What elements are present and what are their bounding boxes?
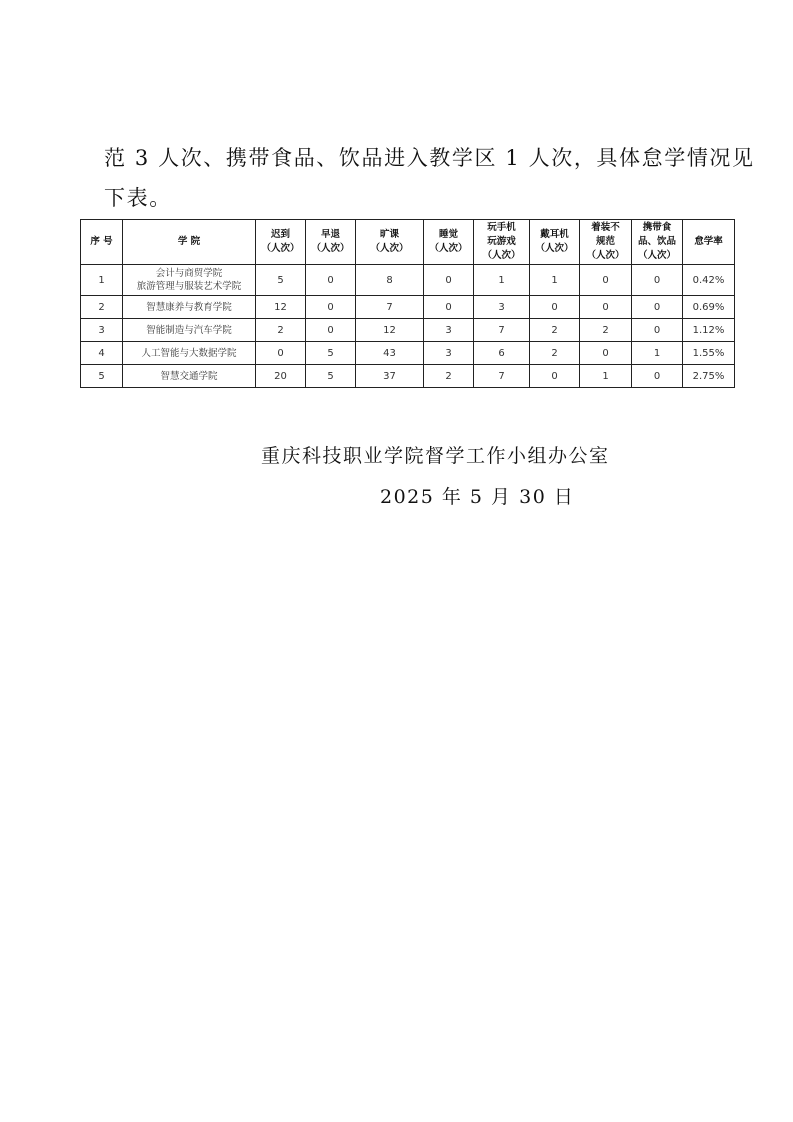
- cell-college: 智能制造与汽车学院: [123, 319, 256, 342]
- cell-absent: 43: [356, 342, 424, 365]
- cell-late: 0: [256, 342, 306, 365]
- cell-no: 2: [81, 296, 123, 319]
- cell-absent: 8: [356, 265, 424, 296]
- cell-college: 人工智能与大数据学院: [123, 342, 256, 365]
- cell-college: 智慧康养与教育学院: [123, 296, 256, 319]
- cell-food: 0: [632, 296, 683, 319]
- cell-early: 0: [306, 265, 356, 296]
- cell-late: 20: [256, 365, 306, 388]
- cell-rate: 0.69%: [683, 296, 735, 319]
- cell-phone: 7: [474, 365, 530, 388]
- cell-sleep: 0: [424, 265, 474, 296]
- table-row: [81, 365, 735, 388]
- cell-early: 0: [306, 296, 356, 319]
- cell-early: 5: [306, 365, 356, 388]
- cell-no: 1: [81, 265, 123, 296]
- header-no: 序 号: [81, 220, 123, 265]
- cell-dress: 1: [580, 365, 632, 388]
- cell-earphone: 2: [530, 319, 580, 342]
- cell-college: 智慧交通学院: [123, 365, 256, 388]
- table-header-row: [81, 220, 735, 265]
- paragraph-line-1: 范 3 人次、携带食品、饮品进入教学区 1 人次，具体怠学情况见: [104, 146, 755, 170]
- cell-no: 4: [81, 342, 123, 365]
- cell-absent: 12: [356, 319, 424, 342]
- cell-phone: 1: [474, 265, 530, 296]
- header-college: 学 院: [123, 220, 256, 265]
- table-row: [81, 319, 735, 342]
- cell-sleep: 3: [424, 319, 474, 342]
- cell-absent: 7: [356, 296, 424, 319]
- cell-no: 5: [81, 365, 123, 388]
- cell-food: 0: [632, 265, 683, 296]
- cell-rate: 1.12%: [683, 319, 735, 342]
- cell-food: 0: [632, 365, 683, 388]
- table-row: [81, 296, 735, 319]
- header-early: 早退 （人次）: [306, 220, 356, 265]
- cell-dress: 0: [580, 265, 632, 296]
- cell-early: 5: [306, 342, 356, 365]
- cell-no: 3: [81, 319, 123, 342]
- cell-earphone: 0: [530, 296, 580, 319]
- header-phone: 玩手机 玩游戏 （人次）: [474, 220, 530, 265]
- header-late: 迟到 （人次）: [256, 220, 306, 265]
- cell-food: 1: [632, 342, 683, 365]
- cell-college: 会计与商贸学院 旅游管理与服装艺术学院: [123, 265, 256, 296]
- cell-rate: 1.55%: [683, 342, 735, 365]
- cell-earphone: 2: [530, 342, 580, 365]
- header-rate: 怠学率: [683, 220, 735, 265]
- cell-food: 0: [632, 319, 683, 342]
- cell-sleep: 3: [424, 342, 474, 365]
- cell-sleep: 0: [424, 296, 474, 319]
- header-dress: 着装不 规范 （人次）: [580, 220, 632, 265]
- signature-organization: 重庆科技职业学院督学工作小组办公室: [261, 445, 610, 467]
- attendance-table: [80, 219, 735, 388]
- cell-earphone: 0: [530, 365, 580, 388]
- signature-date: 2025 年 5 月 30 日: [380, 486, 575, 508]
- table-row: [81, 265, 735, 296]
- cell-earphone: 1: [530, 265, 580, 296]
- header-sleep: 睡觉 （人次）: [424, 220, 474, 265]
- header-earphone: 戴耳机 （人次）: [530, 220, 580, 265]
- header-food: 携带食 品、饮品 （人次）: [632, 220, 683, 265]
- paragraph-line-2: 下表。: [104, 186, 172, 210]
- cell-late: 12: [256, 296, 306, 319]
- body-paragraph: [104, 138, 755, 218]
- header-absent: 旷课 （人次）: [356, 220, 424, 265]
- cell-late: 2: [256, 319, 306, 342]
- cell-phone: 6: [474, 342, 530, 365]
- cell-phone: 7: [474, 319, 530, 342]
- cell-late: 5: [256, 265, 306, 296]
- cell-sleep: 2: [424, 365, 474, 388]
- cell-rate: 2.75%: [683, 365, 735, 388]
- cell-phone: 3: [474, 296, 530, 319]
- cell-rate: 0.42%: [683, 265, 735, 296]
- cell-early: 0: [306, 319, 356, 342]
- cell-dress: 0: [580, 342, 632, 365]
- cell-dress: 0: [580, 296, 632, 319]
- table-row: [81, 342, 735, 365]
- cell-absent: 37: [356, 365, 424, 388]
- cell-dress: 2: [580, 319, 632, 342]
